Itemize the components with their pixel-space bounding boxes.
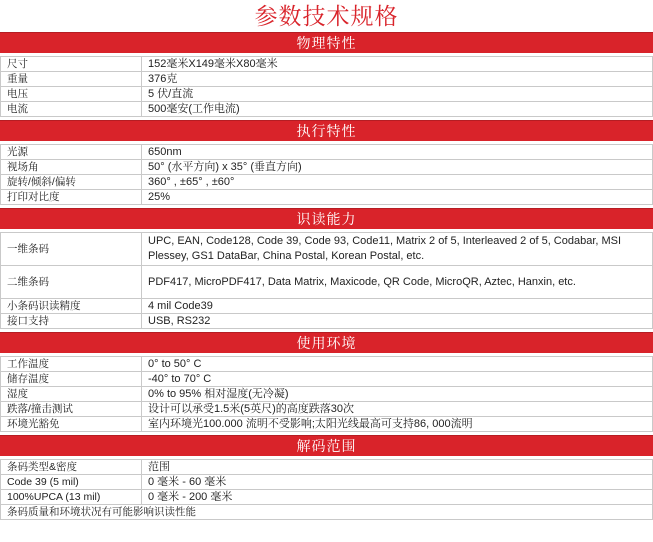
row-value: 0 毫米 - 200 毫米 xyxy=(142,490,653,505)
table-row xyxy=(1,102,653,117)
section-heading-decode-range: 解码范围 xyxy=(0,435,653,456)
row-value: 376克 xyxy=(142,72,653,87)
page-title: 参数技术规格 xyxy=(254,3,399,29)
row-label: 打印对比度 xyxy=(1,190,142,205)
row-label: 光源 xyxy=(1,145,142,160)
row-label: 条码类型&密度 xyxy=(1,460,142,475)
row-label: 尺寸 xyxy=(1,57,142,72)
row-value: 360° , ±65° , ±60° xyxy=(142,175,653,190)
row-value: 室内环境光100.000 流明不受影响;太阳光线最高可支持86, 000流明 xyxy=(142,417,653,432)
row-label: 一维条码 xyxy=(1,233,142,266)
table-row xyxy=(1,160,653,175)
row-label: 工作温度 xyxy=(1,357,142,372)
environment-table xyxy=(0,356,653,432)
table-row xyxy=(1,417,653,432)
row-label: Code 39 (5 mil) xyxy=(1,475,142,490)
row-label: 小条码识读精度 xyxy=(1,299,142,314)
row-value: 0% to 95% 相对湿度(无冷凝) xyxy=(142,387,653,402)
row-label: 视场角 xyxy=(1,160,142,175)
row-label: 100%UPCA (13 mil) xyxy=(1,490,142,505)
table-row xyxy=(1,299,653,314)
table-row xyxy=(1,72,653,87)
section-heading-performance: 执行特性 xyxy=(0,120,653,141)
row-label: 旋转/倾斜/偏转 xyxy=(1,175,142,190)
table-row xyxy=(1,190,653,205)
table-row xyxy=(1,357,653,372)
row-value: 152毫米X149毫米X80毫米 xyxy=(142,57,653,72)
row-value: 4 mil Code39 xyxy=(142,299,653,314)
row-label: 储存温度 xyxy=(1,372,142,387)
footnote: 条码质量和环境状况有可能影响识读性能 xyxy=(1,505,653,520)
row-value: 25% xyxy=(142,190,653,205)
table-row xyxy=(1,505,653,520)
row-label: 电压 xyxy=(1,87,142,102)
section-heading-environment: 使用环境 xyxy=(0,332,653,353)
row-value: 0 毫米 - 60 毫米 xyxy=(142,475,653,490)
table-row xyxy=(1,87,653,102)
table-row xyxy=(1,475,653,490)
row-label: 湿度 xyxy=(1,387,142,402)
performance-table xyxy=(0,144,653,205)
row-value: USB, RS232 xyxy=(142,314,653,329)
row-label: 环境光豁免 xyxy=(1,417,142,432)
row-label: 接口支持 xyxy=(1,314,142,329)
row-value: 5 伏/直流 xyxy=(142,87,653,102)
table-row xyxy=(1,372,653,387)
table-row xyxy=(1,145,653,160)
row-value: 设计可以承受1.5米(5英尺)的高度跌落30次 xyxy=(142,402,653,417)
row-value: 范围 xyxy=(142,460,653,475)
row-value: 0° to 50° C xyxy=(142,357,653,372)
row-value: 500毫安(工作电流) xyxy=(142,102,653,117)
table-row xyxy=(1,314,653,329)
row-value: 650nm xyxy=(142,145,653,160)
row-value: -40° to 70° C xyxy=(142,372,653,387)
section-heading-reading: 识读能力 xyxy=(0,208,653,229)
row-label: 电流 xyxy=(1,102,142,117)
reading-table xyxy=(0,232,653,329)
table-row xyxy=(1,57,653,72)
row-label: 跌落/撞击测试 xyxy=(1,402,142,417)
row-value: 50° (水平方向) x 35° (垂直方向) xyxy=(142,160,653,175)
decode-range-table xyxy=(0,459,653,520)
table-row xyxy=(1,460,653,475)
row-value: PDF417, MicroPDF417, Data Matrix, Maxicode, QR Code, MicroQR, Aztec, Hanxin, etc. xyxy=(142,266,653,299)
table-row xyxy=(1,233,653,266)
table-row xyxy=(1,490,653,505)
section-heading-physical: 物理特性 xyxy=(0,32,653,53)
table-row xyxy=(1,402,653,417)
table-row xyxy=(1,175,653,190)
row-label: 重量 xyxy=(1,72,142,87)
physical-table xyxy=(0,56,653,117)
row-value: UPC, EAN, Code128, Code 39, Code 93, Code11, Matrix 2 of 5, Interleaved 2 of 5, Codabar, MSI Plessey, GS1 DataBar, China Postal, Korean Postal, etc. xyxy=(142,233,653,266)
table-row xyxy=(1,266,653,299)
table-row xyxy=(1,387,653,402)
row-label: 二维条码 xyxy=(1,266,142,299)
